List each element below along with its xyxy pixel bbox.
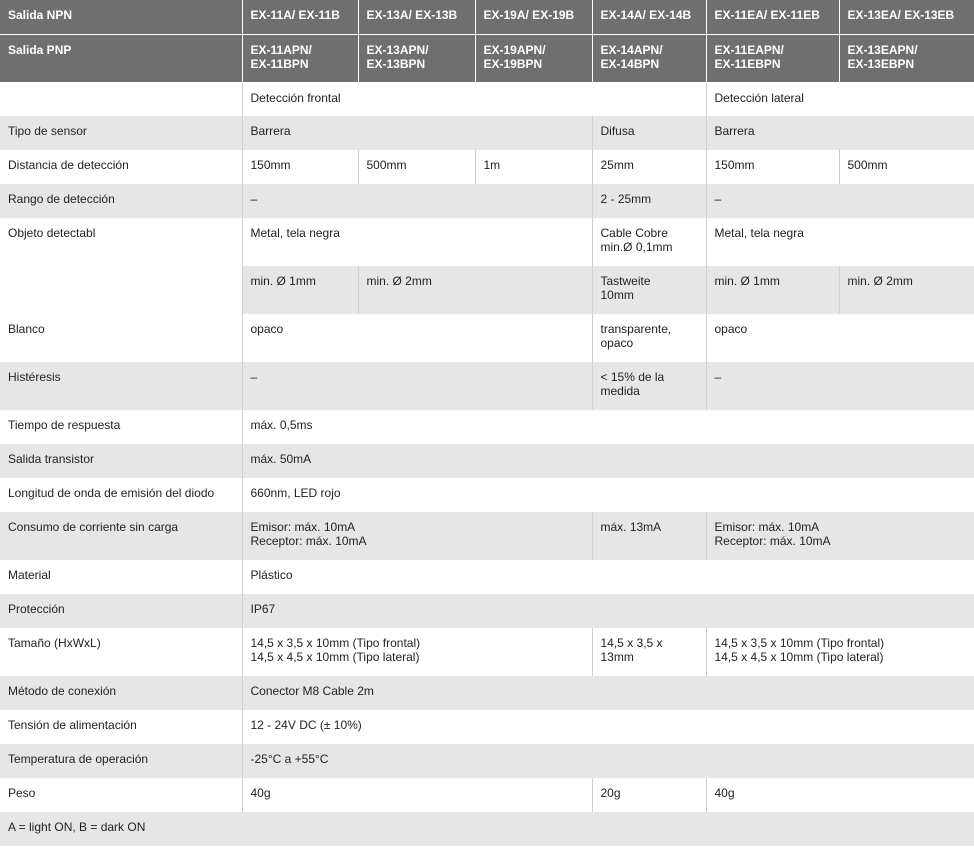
model-npn-2: EX-13A/ EX-13B — [358, 0, 475, 34]
cell: 150mm — [242, 150, 358, 184]
header-row-npn — [0, 0, 974, 34]
header-row-pnp — [0, 34, 974, 82]
row-label: Consumo de corriente sin carga — [0, 512, 242, 560]
cell: 14,5 x 3,5 x 10mm (Tipo frontal) 14,5 x 4,5 x 10mm (Tipo lateral) — [706, 628, 974, 676]
cell: min. Ø 1mm — [706, 266, 839, 314]
row-label: Histéresis — [0, 362, 242, 410]
row-label: Rango de detección — [0, 184, 242, 218]
table-row — [0, 478, 974, 512]
model-pnp-2: EX-13APN/ EX-13BPN — [358, 34, 475, 82]
cell: 25mm — [592, 150, 706, 184]
row-label: Salida transistor — [0, 444, 242, 478]
cell: < 15% de la medida — [592, 362, 706, 410]
table-row — [0, 744, 974, 778]
cell: Plástico — [242, 560, 974, 594]
deteccion-lateral: Detección lateral — [706, 82, 974, 116]
pnp-label: Salida PNP — [0, 34, 242, 82]
row-label: Blanco — [0, 314, 242, 362]
cell: 14,5 x 3,5 x 13mm — [592, 628, 706, 676]
table-row — [0, 218, 974, 266]
model-npn-1: EX-11A/ EX-11B — [242, 0, 358, 34]
table-row — [0, 676, 974, 710]
cell: 1m — [475, 150, 592, 184]
cell: – — [706, 184, 974, 218]
table-row — [0, 560, 974, 594]
cell: Metal, tela negra — [706, 218, 974, 266]
npn-label: Salida NPN — [0, 0, 242, 34]
cell: – — [242, 184, 592, 218]
cell: Emisor: máx. 10mA Receptor: máx. 10mA — [242, 512, 592, 560]
cell: máx. 0,5ms — [242, 410, 974, 444]
table-row — [0, 512, 974, 560]
row-label: Tipo de sensor — [0, 116, 242, 150]
model-npn-6: EX-13EA/ EX-13EB — [839, 0, 974, 34]
row-label: Temperatura de operación — [0, 744, 242, 778]
row-label: Peso — [0, 778, 242, 812]
cell: 500mm — [839, 150, 974, 184]
row-label: Tensión de alimentación — [0, 710, 242, 744]
cell: IP67 — [242, 594, 974, 628]
row-label: Material — [0, 560, 242, 594]
table-row — [0, 362, 974, 410]
cell: Conector M8 Cable 2m — [242, 676, 974, 710]
model-pnp-3: EX-19APN/ EX-19BPN — [475, 34, 592, 82]
cell: Barrera — [242, 116, 592, 150]
cell: min. Ø 2mm — [358, 266, 592, 314]
table-row — [0, 628, 974, 676]
cell: – — [706, 362, 974, 410]
table-row — [0, 82, 974, 116]
table-row — [0, 410, 974, 444]
cell: opaco — [242, 314, 592, 362]
cell: Cable Cobre min.Ø 0,1mm — [592, 218, 706, 266]
cell: 40g — [706, 778, 974, 812]
table-row — [0, 444, 974, 478]
cell: min. Ø 2mm — [839, 266, 974, 314]
row-label-empty — [0, 82, 242, 116]
table-row — [0, 778, 974, 812]
cell: – — [242, 362, 592, 410]
cell: Emisor: máx. 10mA Receptor: máx. 10mA — [706, 512, 974, 560]
table-row — [0, 116, 974, 150]
table-row — [0, 150, 974, 184]
cell: Barrera — [706, 116, 974, 150]
model-npn-3: EX-19A/ EX-19B — [475, 0, 592, 34]
row-label: Tamaño (HxWxL) — [0, 628, 242, 676]
cell: 12 - 24V DC (± 10%) — [242, 710, 974, 744]
cell: transparente, opaco — [592, 314, 706, 362]
row-label: Tiempo de respuesta — [0, 410, 242, 444]
cell: 150mm — [706, 150, 839, 184]
cell: 2 - 25mm — [592, 184, 706, 218]
cell: máx. 13mA — [592, 512, 706, 560]
row-label: Método de conexión — [0, 676, 242, 710]
cell: opaco — [706, 314, 974, 362]
table-row — [0, 594, 974, 628]
cell: Metal, tela negra — [242, 218, 592, 266]
row-label: Objeto detectabl — [0, 218, 242, 314]
row-label: Distancia de detección — [0, 150, 242, 184]
row-label: Longitud de onda de emisión del diodo — [0, 478, 242, 512]
model-npn-5: EX-11EA/ EX-11EB — [706, 0, 839, 34]
row-label: Protección — [0, 594, 242, 628]
cell: Tastweite 10mm — [592, 266, 706, 314]
table-row — [0, 710, 974, 744]
model-pnp-5: EX-11EAPN/ EX-11EBPN — [706, 34, 839, 82]
deteccion-frontal: Detección frontal — [242, 82, 706, 116]
table-row — [0, 314, 974, 362]
model-npn-4: EX-14A/ EX-14B — [592, 0, 706, 34]
model-pnp-4: EX-14APN/ EX-14BPN — [592, 34, 706, 82]
cell: 660nm, LED rojo — [242, 478, 974, 512]
cell: 20g — [592, 778, 706, 812]
cell: 40g — [242, 778, 592, 812]
model-pnp-1: EX-11APN/ EX-11BPN — [242, 34, 358, 82]
cell: 14,5 x 3,5 x 10mm (Tipo frontal) 14,5 x 4,5 x 10mm (Tipo lateral) — [242, 628, 592, 676]
cell: -25°C a +55°C — [242, 744, 974, 778]
cell: máx. 50mA — [242, 444, 974, 478]
table-row — [0, 184, 974, 218]
cell: Difusa — [592, 116, 706, 150]
footnote: A = light ON, B = dark ON — [0, 812, 974, 846]
cell: 500mm — [358, 150, 475, 184]
footnote-row — [0, 812, 974, 846]
cell: min. Ø 1mm — [242, 266, 358, 314]
model-pnp-6: EX-13EAPN/ EX-13EBPN — [839, 34, 974, 82]
